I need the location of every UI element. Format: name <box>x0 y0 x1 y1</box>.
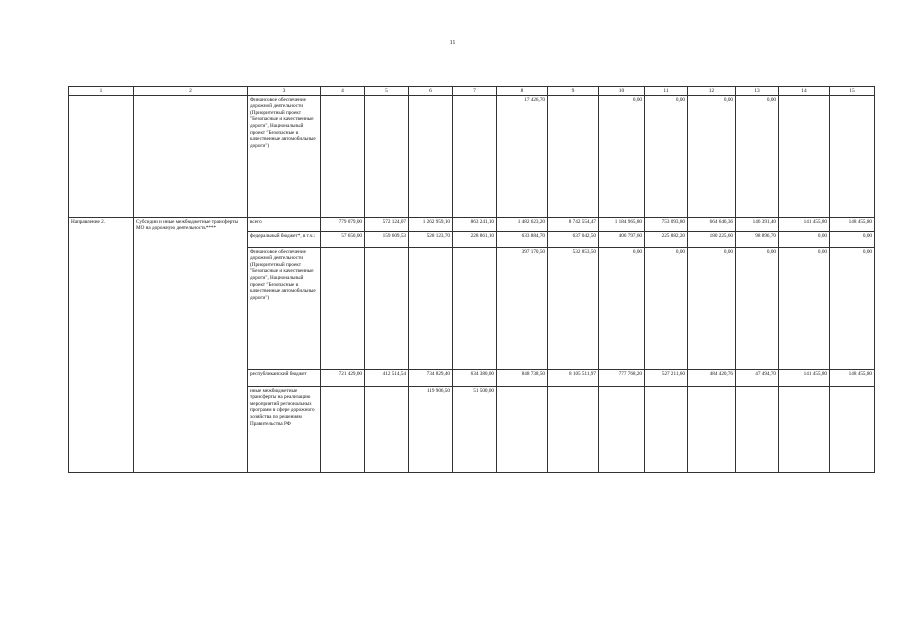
value-cell: 0,00 <box>645 95 688 217</box>
value-cell: 0,00 <box>688 95 736 217</box>
value-cell: 637 042,50 <box>548 231 599 247</box>
header-cell: 12 <box>688 87 736 96</box>
header-cell: 7 <box>453 87 497 96</box>
value-cell <box>548 386 599 472</box>
header-cell: 4 <box>321 87 365 96</box>
value-cell: 141 455,80 <box>779 217 830 231</box>
value-cell: 0,00 <box>736 95 779 217</box>
header-cell: 6 <box>409 87 453 96</box>
value-cell: 0,00 <box>688 247 736 369</box>
value-cell: 0,00 <box>830 247 875 369</box>
value-cell: 848 738,50 <box>497 369 548 386</box>
header-row <box>69 87 875 96</box>
row-label: иные межбюджетные трансферты на реализацию мероприятий региональных программ в сфере дорожного хозяйства по решениям Правительства РФ <box>248 386 321 472</box>
value-cell <box>321 386 365 472</box>
value-cell: 0,00 <box>599 95 645 217</box>
value-cell: 779 079,00 <box>321 217 365 231</box>
value-cell: 0,00 <box>599 247 645 369</box>
value-cell <box>779 386 830 472</box>
value-cell: 0,00 <box>645 247 688 369</box>
value-cell <box>688 386 736 472</box>
row-label: республиканский бюджет <box>248 369 321 386</box>
value-cell: 633 884,70 <box>497 231 548 247</box>
header-cell: 9 <box>548 87 599 96</box>
value-cell <box>779 95 830 217</box>
value-cell: 1 184 965,80 <box>599 217 645 231</box>
value-cell <box>599 386 645 472</box>
value-cell: 119 906,50 <box>409 386 453 472</box>
value-cell: 51 500,00 <box>453 386 497 472</box>
header-cell: 11 <box>645 87 688 96</box>
value-cell: 484 420,76 <box>688 369 736 386</box>
value-cell <box>365 386 409 472</box>
value-cell: 0,00 <box>830 231 875 247</box>
value-cell: 863 241,10 <box>453 217 497 231</box>
value-cell <box>321 247 365 369</box>
value-cell: 397 170,50 <box>497 247 548 369</box>
value-cell <box>453 95 497 217</box>
value-cell: 148 455,80 <box>830 369 875 386</box>
table-row <box>69 217 875 231</box>
value-cell <box>365 247 409 369</box>
value-cell: 57 650,00 <box>321 231 365 247</box>
value-cell: 228 861,10 <box>453 231 497 247</box>
value-cell: 734 829,40 <box>409 369 453 386</box>
value-cell: 225 882,20 <box>645 231 688 247</box>
value-cell <box>409 95 453 217</box>
row-label: Финансовое обеспечение дорожной деятельности (Приоритетный проект "Безопасные и качественные дороги", Национальный проект "Безопасные и качественные автомобильные дороги") <box>248 95 321 217</box>
description-cell <box>134 95 248 217</box>
header-cell: 10 <box>599 87 645 96</box>
value-cell: 777 768,20 <box>599 369 645 386</box>
value-cell <box>736 386 779 472</box>
description-cell: Субсидии и иные межбюджетные трансферты МО на дорожную деятельность**** <box>134 217 248 472</box>
table-row <box>69 95 875 217</box>
row-label: всего <box>248 217 321 231</box>
value-cell: 148 455,80 <box>830 217 875 231</box>
value-cell: 8 105 511,97 <box>548 369 599 386</box>
header-cell: 3 <box>248 87 321 96</box>
header-cell: 2 <box>134 87 248 96</box>
value-cell: 8 742 554,47 <box>548 217 599 231</box>
value-cell: 721 429,00 <box>321 369 365 386</box>
value-cell <box>453 247 497 369</box>
value-cell: 753 093,80 <box>645 217 688 231</box>
value-cell: 141 455,80 <box>779 369 830 386</box>
page-number: 11 <box>449 40 456 46</box>
direction-cell <box>69 95 134 217</box>
value-cell: 664 646,36 <box>688 217 736 231</box>
value-cell: 159 609,53 <box>365 231 409 247</box>
value-cell <box>321 95 365 217</box>
value-cell: 527 211,60 <box>645 369 688 386</box>
value-cell: 532 853,50 <box>548 247 599 369</box>
value-cell <box>645 386 688 472</box>
value-cell: 406 797,60 <box>599 231 645 247</box>
header-cell: 1 <box>69 87 134 96</box>
value-cell: 572 124,07 <box>365 217 409 231</box>
value-cell <box>830 95 875 217</box>
value-cell <box>497 386 548 472</box>
value-cell: 0,00 <box>779 247 830 369</box>
header-cell: 14 <box>779 87 830 96</box>
value-cell <box>830 386 875 472</box>
value-cell: 0,00 <box>736 247 779 369</box>
value-cell: 180 225,60 <box>688 231 736 247</box>
value-cell: 98 896,70 <box>736 231 779 247</box>
value-cell: 47 494,70 <box>736 369 779 386</box>
header-cell: 13 <box>736 87 779 96</box>
value-cell <box>548 95 599 217</box>
value-cell: 17 426,70 <box>497 95 548 217</box>
value-cell <box>409 247 453 369</box>
row-label: федеральный бюджет*, в т.ч.: <box>248 231 321 247</box>
header-cell: 5 <box>365 87 409 96</box>
budget-table <box>68 86 875 473</box>
header-cell: 15 <box>830 87 875 96</box>
value-cell: 528 123,70 <box>409 231 453 247</box>
row-label: Финансовое обеспечение дорожной деятельности (Приоритетный проект "Безопасные и качественные дороги", Национальный проект "Безопасные и качественные автомобильные дороги") <box>248 247 321 369</box>
value-cell <box>365 95 409 217</box>
direction-cell: Направление 2. <box>69 217 134 472</box>
value-cell: 146 391,40 <box>736 217 779 231</box>
value-cell: 634 380,00 <box>453 369 497 386</box>
header-cell: 8 <box>497 87 548 96</box>
value-cell: 0,00 <box>779 231 830 247</box>
value-cell: 412 514,54 <box>365 369 409 386</box>
value-cell: 1 482 623,20 <box>497 217 548 231</box>
value-cell: 1 262 959,10 <box>409 217 453 231</box>
